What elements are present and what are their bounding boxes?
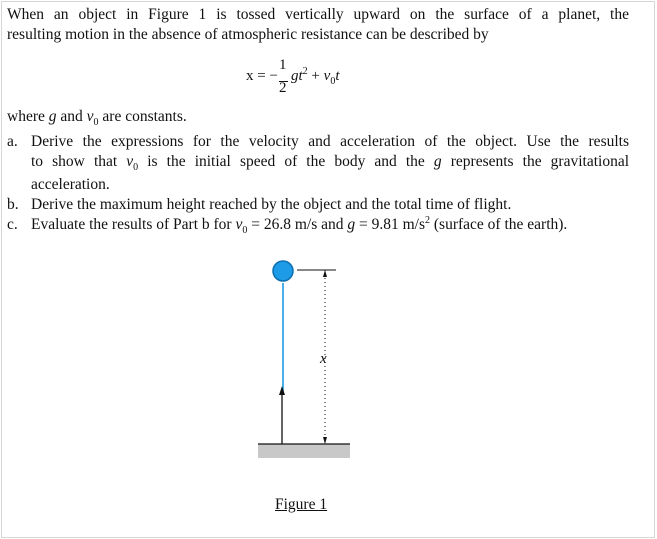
item-a-line2-post: represents the gravitational <box>441 153 630 170</box>
item-a-line-2 <box>31 151 629 174</box>
height-arrow-top <box>323 270 327 277</box>
item-a-text: Derive the expressions for the velocity and acceleration of the object. Use the results <box>31 133 629 150</box>
item-a-g: g <box>433 153 442 170</box>
where-suffix: are constants. <box>98 108 187 125</box>
item-a-v-subscript: 0 <box>133 162 139 173</box>
equation-plus: + <box>307 68 324 84</box>
where-and: and <box>56 108 87 125</box>
item-a-line2-mid: is the initial speed of the body and the <box>138 153 434 170</box>
equation-lhs: x = − <box>246 68 278 84</box>
item-c-g-exponent: 2 <box>425 215 431 226</box>
item-a-line2-pre: to show that <box>31 153 127 170</box>
item-a-marker: a. <box>7 133 18 150</box>
item-c-v: v <box>235 216 243 233</box>
equation-v: v <box>323 68 331 84</box>
item-c-g: g <box>347 216 356 233</box>
item-a-v: v <box>126 153 134 170</box>
ground-block <box>258 444 350 458</box>
item-c-post: (surface of the earth). <box>430 216 568 233</box>
item-a-line-3: acceleration. <box>31 176 110 193</box>
equation-t: t <box>335 68 340 84</box>
where-v: v <box>86 108 94 125</box>
height-x-label: x <box>320 351 327 367</box>
where-v-subscript: 0 <box>93 117 99 128</box>
item-c-marker: c. <box>7 216 18 233</box>
item-c-v-subscript: 0 <box>242 225 248 236</box>
item-c-pre: Evaluate the results of Part b for <box>31 216 236 233</box>
ball-object <box>273 261 293 281</box>
where-prefix: where <box>7 108 49 125</box>
item-c-text <box>31 214 567 237</box>
intro-line-1: When an object in Figure 1 is tossed vertically upward on the surface of a planet, the <box>7 6 629 23</box>
height-arrow-bottom <box>323 437 327 444</box>
figure-1-diagram <box>240 250 380 480</box>
equation-term1-exponent: 2 <box>302 66 308 77</box>
figure-caption: Figure 1 <box>275 496 328 513</box>
equation-v-subscript: 0 <box>330 76 336 87</box>
item-b-marker: b. <box>7 196 19 213</box>
launch-arrowhead <box>279 386 285 395</box>
equation-denominator: 2 <box>279 80 287 96</box>
item-c-v-value: = 26.8 m/s and <box>247 216 348 233</box>
where-line <box>7 106 187 129</box>
item-b-text: Derive the maximum height reached by the object and the total time of flight. <box>31 196 512 213</box>
equation-term1: gt <box>291 68 303 84</box>
equation-numerator: 1 <box>279 57 287 73</box>
where-g: g <box>48 108 57 125</box>
intro-line-2: resulting motion in the absence of atmospheric resistance can be described by <box>7 26 489 43</box>
item-c-g-value: = 9.81 m/s <box>355 216 426 233</box>
